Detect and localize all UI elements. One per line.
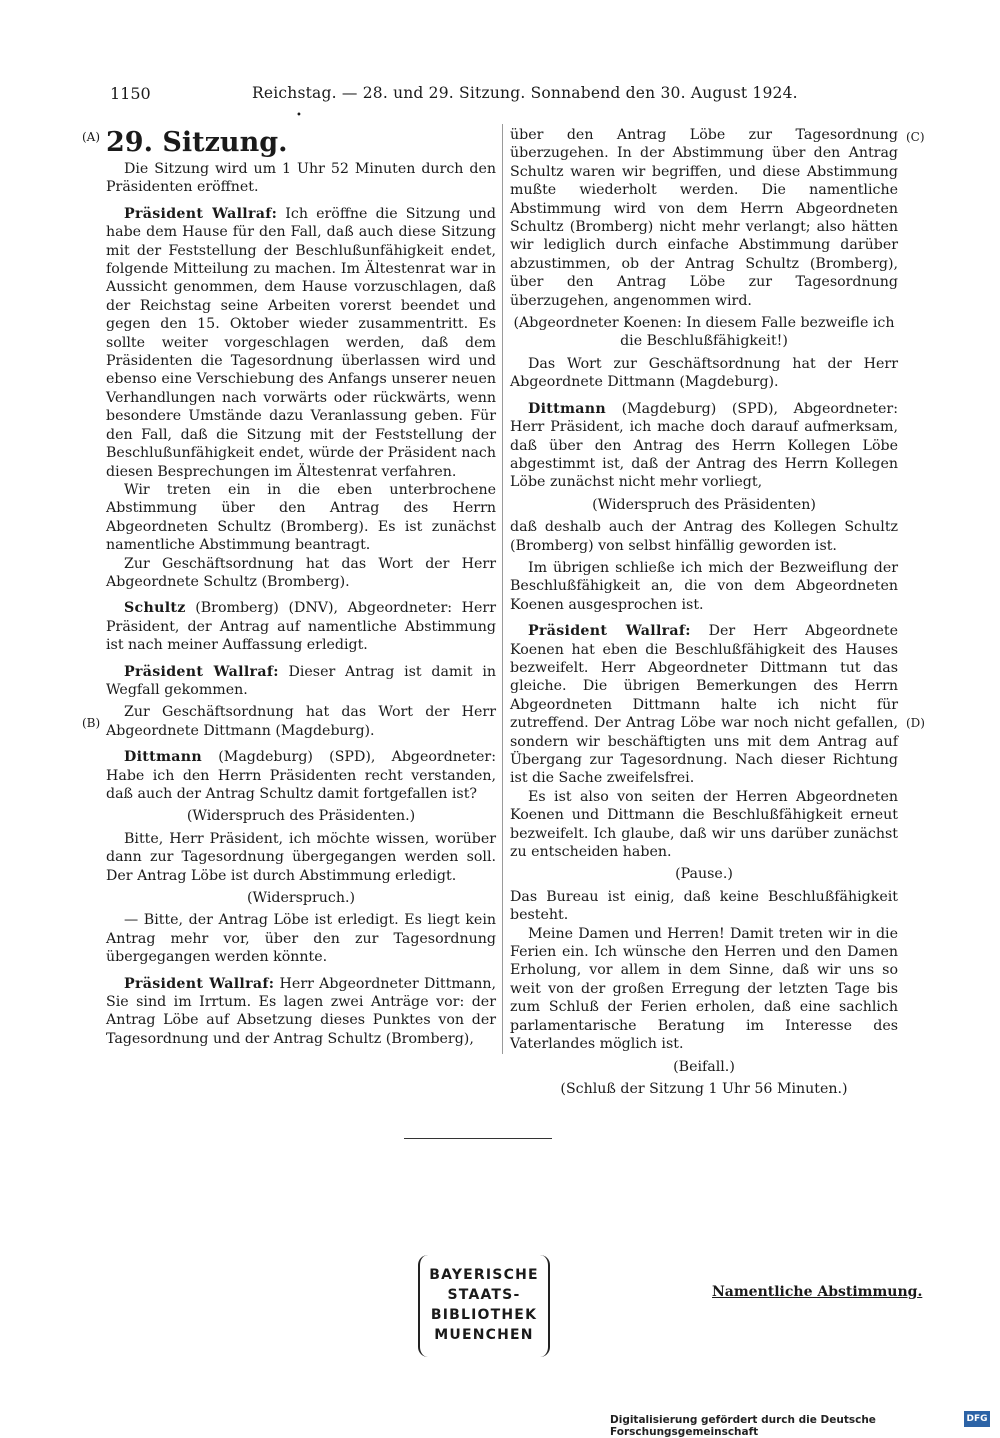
stamp-line: BIBLIOTHEK — [430, 1307, 538, 1323]
paragraph: Zur Geschäftsordnung hat das Wort der Herr Abgeordnete Dittmann (Magdeburg). — [106, 704, 496, 739]
speech-text: Ich eröffne die Sitzung und habe dem Hause für den Fall, daß auch diese Sitzung mit der Feststellung der Beschlußunfähigkeit endet, folgende Mitteilung zu machen. Im Ältestenrat war in Aussicht genommen, dem Hause vorzuschlagen, daß der Reichstag seine Arbeiten vorerst beendet und gegen den 15. Oktober wieder zusammentritt. Es sollte weiter vorgeschlagen werden, daß dem Präsidenten die Tagesordnung überlassen wird und ebenso eine Verschiebung des Anfangs unserer neuen Verhandlungen nach vorwärts oder rückwärts, wenn besondere Umstände dazu Veranlassung geben. Für den Fall, daß die Sitzung mit der Feststellung der Beschlußunfähigkeit endet, würde der Präsident nach diesen Besprechungen im Ältestenrat verfahren. — [106, 205, 497, 480]
paragraph — [510, 400, 898, 492]
running-title: Reichstag. — 28. und 29. Sitzung. Sonnabend den 30. August 1924. — [252, 84, 798, 102]
speaker-name: Präsident Wallraf: — [124, 663, 279, 680]
paragraph: Im übrigen schließe ich mich der Bezweiflung der Beschlußfähigkeit an, die von dem Abgeordneten Koenen ausgesprochen ist. — [510, 559, 898, 613]
speech-text: (Magdeburg) (SPD), Abgeordneter: Herr Präsident, ich mache doch darauf aufmerksam, daß über den Antrag des Herrn Kollegen Löbe abgestimmt ist, daß der Antrag des Herrn Kollegen Löbe zunächst nicht mehr vorliegt, — [510, 400, 898, 491]
paragraph — [510, 622, 898, 788]
column-divider — [502, 124, 503, 1054]
dfg-logo: DFG — [964, 1411, 990, 1427]
paragraph: Es ist also von seiten der Herren Abgeordneten Koenen und Dittmann die Beschlußfähigkeit erneut bezweifelt. Ich glaube, daß wir uns darüber zunächst zu entscheiden haben. — [510, 788, 898, 861]
interjection: (Widerspruch.) — [246, 890, 356, 907]
paragraph: Wir treten ein in die eben unterbrochene Abstimmung über den Antrag des Herrn Abgeordneten Schultz (Bromberg). Es ist zunächst namentliche Abstimmung beantragt. — [106, 481, 496, 554]
paragraph — [106, 975, 496, 1049]
stamp-line: STAATS- — [447, 1287, 521, 1303]
stamp-line: BAYERISCHE — [429, 1267, 539, 1283]
paragraph: Die Sitzung wird um 1 Uhr 52 Minuten durch den Präsidenten eröffnet. — [106, 161, 496, 196]
paragraph — [106, 599, 496, 654]
header-dot: • — [296, 110, 302, 121]
interjection: (Beifall.) — [673, 1058, 735, 1075]
session-close: (Schluß der Sitzung 1 Uhr 56 Minuten.) — [560, 1080, 848, 1097]
separator-line — [404, 1138, 552, 1139]
footer-credit: Digitalisierung gefördert durch die Deutsche Forschungsgemeinschaft — [610, 1414, 876, 1438]
speech-text: (Bromberg) (DNV), Abgeordneter: Herr Präsident, der Antrag auf namentliche Abstimmung ist nach meiner Auffassung erledigt. — [106, 600, 496, 654]
left-column — [106, 126, 496, 1048]
page-header — [0, 84, 1000, 121]
margin-mark-d: (D) — [906, 716, 925, 730]
paragraph: über den Antrag Löbe zur Tagesordnung überzugehen. In der Abstimmung über den Antrag Schultz waren wir begriffen, und diese Abstimmung mußte wiederholt werden. Die namentliche Abstimmung wird von dem Herrn Abgeordneten Schultz (Bromberg) nicht mehr verlangt; also hätten wir lediglich durch einfache Abstimmung darüber abzustimmen, ob der Antrag Schultz (Bromberg), über den Antrag Löbe zur Tagesordnung überzugehen, angenommen wird. — [510, 127, 898, 309]
interjection: (Widerspruch des Präsidenten) — [592, 496, 816, 513]
speaker-name: Präsident Wallraf: — [124, 205, 278, 222]
paragraph: Meine Damen und Herren! Damit treten wir in die Ferien ein. Ich wünsche den Herren und den Damen Erholung, vor allem in dem Sinne, daß wir uns so weit von der großen Erregung der letzten Tage bis zum Schluß der Ferien erholen, daß eine sachlich parlamentarische Beratung im Interesse des Vaterlandes möglich ist. — [510, 925, 898, 1053]
interjection: (Widerspruch des Präsidenten.) — [186, 808, 416, 825]
margin-mark-b: (B) — [82, 716, 101, 730]
speaker-name: Präsident Wallraf: — [124, 975, 275, 992]
paragraph: Das Wort zur Geschäftsordnung hat der Herr Abgeordnete Dittmann (Magdeburg). — [510, 355, 898, 391]
interjection: (Abgeordneter Koenen: In diesem Falle bezweifle ich die Beschlußfähigkeit!) — [513, 315, 895, 350]
paragraph: daß deshalb auch der Antrag des Kollegen Schultz (Bromberg) von selbst hinfällig geworden ist. — [510, 519, 898, 554]
paragraph: Zur Geschäftsordnung hat das Wort der Herr Abgeordnete Schultz (Bromberg). — [106, 555, 496, 590]
speech-text: (Magdeburg) (SPD), Abgeordneter: Habe ich den Herrn Präsidenten recht verstanden, daß auch der Antrag Schultz damit fortgefallen ist? — [106, 749, 496, 802]
library-stamp — [418, 1255, 550, 1357]
paragraph: — Bitte, der Antrag Löbe ist erledigt. Es liegt kein Antrag mehr vor, über den zur Tagesordnung übergegangen werden könnte. — [106, 912, 496, 966]
right-column — [510, 126, 898, 1098]
paragraph: Das Bureau ist einig, daß keine Beschlußfähigkeit besteht. — [510, 888, 898, 924]
session-title: 29. Sitzung. — [106, 127, 288, 158]
page-number: 1150 — [110, 84, 151, 103]
paragraph: Bitte, Herr Präsident, ich möchte wissen, worüber dann zur Tagesordnung übergegangen werden soll. Der Antrag Löbe ist durch Abstimmung erledigt. — [106, 830, 496, 884]
speech-text: Der Herr Abgeordnete Koenen hat eben die Beschlußfähigkeit des Hauses bezweifelt. Herr Abgeordneter Dittmann tut das gleiche. Die übrigen Bemerkungen des Herrn Abgeordneten Dittmann halte ich nicht für zutreffend. Der Antrag Löbe war noch nicht gefallen, sondern wir beschäftigten uns mit dem Antrag auf Übergang zur Tagesordnung. Nach dieser Richtung ist die Sache zweifelsfrei. — [510, 623, 898, 787]
interjection: (Pause.) — [675, 866, 733, 883]
margin-mark-a: (A) — [82, 130, 101, 144]
speaker-name: Schultz — [124, 600, 186, 617]
speaker-name: Präsident Wallraf: — [528, 623, 691, 640]
speech-text: Dieser Antrag ist damit in Wegfall gekommen. — [106, 663, 496, 698]
namentliche-abstimmung-heading: Namentliche Abstimmung. — [712, 1284, 923, 1300]
speaker-name: Dittmann — [124, 749, 203, 766]
stamp-line: MUENCHEN — [434, 1327, 534, 1343]
paragraph — [106, 205, 496, 481]
paragraph — [106, 663, 496, 700]
speech-text: Herr Abgeordneter Dittmann, Sie sind im Irrtum. Es lagen zwei Anträge vor: der Antrag Löbe auf Absetzung dieses Punktes von der Tagesordnung und der Antrag Schultz (Bromberg), — [106, 975, 497, 1047]
speaker-name: Dittmann — [528, 400, 607, 417]
paragraph — [106, 748, 496, 803]
margin-mark-c: (C) — [906, 130, 925, 144]
